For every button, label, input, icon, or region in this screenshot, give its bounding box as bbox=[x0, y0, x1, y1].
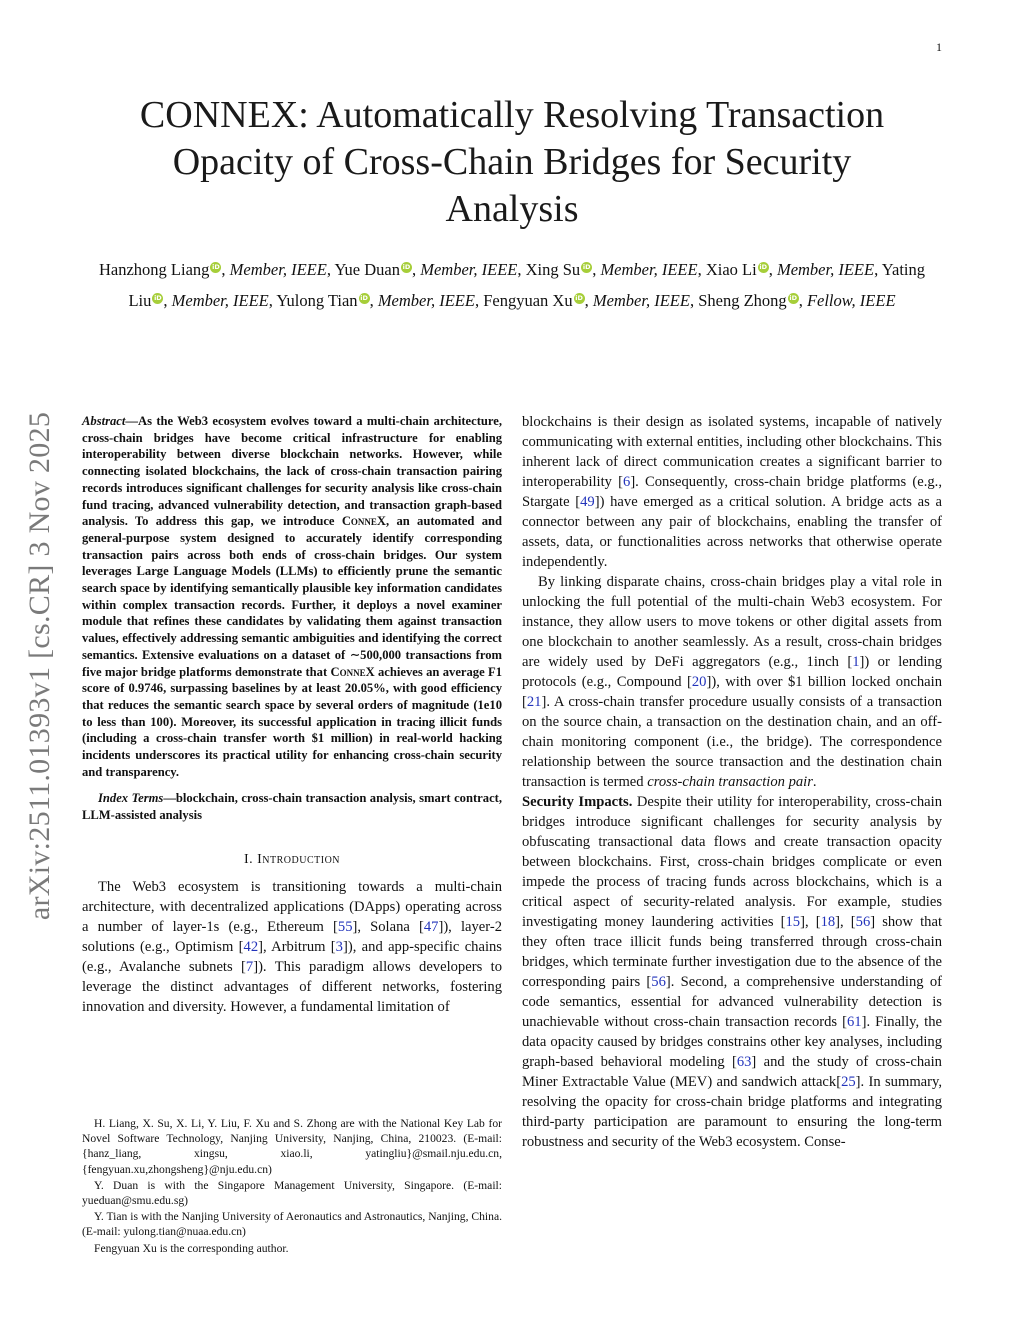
author-list: Hanzhong Liang iD , Member, IEEE, Yue Duan iD , Member, IEEE, Xing Su iD , Member, IEEE, Xiao Li iD , Member, IEEE, Yating Liu iD , Member, IEEE, Yulong Tian iD , Member, IEEE, Fengyuan Xu iD , Member, IEEE, Sheng Zhong iD , Fellow, IEEE bbox=[98, 260, 925, 310]
abstract-label: Abstract bbox=[82, 414, 126, 428]
body-text: Despite their utility for interoperability, cross-chain bridges introduce significant challenges for security analysis by obfuscating transactional data flows and create transaction opacity between blockchains. First, cross-chain bridges complicate or even impede the process of tracing funds across blockchains, which is a critical aspect of security-related analysis. For example, studies investigating money laundering activities [ bbox=[522, 794, 942, 930]
abstract-text-2: , an automated and general-purpose system designed to accurately identify corresponding transaction pairs across both ends of cross-chain bridges. Our system leverages Large Language Models (LLMs) to efficiently prune the semantic search space by identifying semantically plausible key information candidates within complex transaction records. Further, it deploys a novel examiner module that refines these candidates by validating them against transaction values, effectively addressing semantic ambiguities and identifying the correct semantics. Extensive evaluations on a dataset of ∼500,000 transactions from five major bridge platforms demonstrate that bbox=[82, 514, 502, 679]
citation-link[interactable]: 49 bbox=[580, 494, 595, 510]
author-entry: Xiao Li iD , Member, IEEE bbox=[705, 260, 875, 279]
body-paragraph bbox=[522, 792, 942, 1152]
paragraph-heading: Security Impacts. bbox=[522, 794, 633, 810]
orcid-icon[interactable]: iD bbox=[575, 293, 583, 302]
abstract-text-1: —As the Web3 ecosystem evolves toward a multi-chain architecture, cross-chain bridges have become critical infrastructure for enabling interoperability between diverse blockchain networks. However, while connecting isolated blockchains, the lack of cross-chain transaction pairing records introduces significant challenges for security analysis like cross-chain fund tracing, advanced vulnerability detection, and transaction graph-based analysis. To address this gap, we introduce bbox=[82, 414, 502, 529]
system-name-onne: ONNE bbox=[165, 94, 271, 136]
citation-link[interactable]: 15 bbox=[785, 914, 801, 930]
intro-paragraph bbox=[82, 877, 502, 1017]
citation-link[interactable]: 42 bbox=[243, 938, 259, 955]
author-name: Yating Liu bbox=[128, 260, 925, 310]
citation-link[interactable]: 55 bbox=[337, 918, 353, 935]
intro-text: ], Arbitrum [ bbox=[258, 938, 336, 955]
title-line-3: Analysis bbox=[445, 188, 579, 230]
citation-link[interactable]: 1 bbox=[852, 654, 860, 670]
author-membership: Member, IEEE bbox=[229, 260, 327, 279]
citation-link[interactable]: 21 bbox=[526, 694, 542, 710]
body-text: ]. Consequently, cross-chain bridge platforms (e.g., Stargate [ bbox=[522, 474, 942, 510]
author-name: Fengyuan Xu bbox=[483, 290, 573, 310]
intro-text: ]). This paradigm allows developers to leverage the distinct advantages of different networks, fostering innovation and diversity. However, a fundamental limitation of bbox=[82, 958, 502, 1015]
author-membership: Member, IEEE bbox=[377, 290, 475, 310]
body-text: ], [ bbox=[835, 914, 856, 930]
citation-link[interactable]: 61 bbox=[846, 1014, 862, 1030]
footnote-affiliation: Y. Duan is with the Singapore Management University, Singapore. (E-mail: yueduan@smu.edu.sg) bbox=[82, 1178, 502, 1208]
orcid-icon[interactable]: iD bbox=[582, 263, 591, 271]
footnote-affiliation: Y. Tian is with the Nanjing University of Aeronautics and Astronautics, Nanjing, China. (E-mail: yulong.tian@nuaa.edu.cn) bbox=[82, 1210, 502, 1239]
body-text: By linking disparate chains, cross-chain bridges play a vital role in unlocking the full potential of the multi-chain Web3 ecosystem. For instance, they allow users to move tokens or other digital assets from one blockchain to another seamlessly. As a result, cross-chain bridges are widely used by DeFi aggregators (e.g., 1inch [ bbox=[522, 574, 942, 670]
author-entry: Yating Liu iD , Member, IEEE bbox=[128, 260, 925, 310]
footnote-corresponding-author: Fengyuan Xu is the corresponding author. bbox=[94, 1241, 289, 1255]
system-name-x: X bbox=[270, 94, 299, 136]
orcid-icon[interactable]: iD bbox=[360, 293, 368, 302]
citation-link[interactable]: 6 bbox=[623, 474, 631, 490]
body-text: ]) or lending protocols (e.g., Compound [ bbox=[522, 654, 942, 690]
author-membership: Member, IEEE bbox=[776, 260, 875, 279]
citation-link[interactable]: 47 bbox=[423, 918, 439, 935]
index-terms-text: —blockchain, cross-chain transaction analysis, smart contract, LLM-assisted analysis bbox=[82, 791, 502, 823]
orcid-icon[interactable]: iD bbox=[154, 293, 162, 302]
body-paragraph bbox=[522, 412, 942, 572]
page-number: 1 bbox=[936, 40, 942, 54]
author-name: Hanzhong Liang bbox=[98, 260, 210, 279]
body-text: ]) have emerged as a critical solution. A bridge acts as a connector between any pair of blockchains, enabling the transfer of assets, data, or functionalities across networks that otherwise operate independently. bbox=[522, 494, 943, 570]
author-membership: Member, IEEE bbox=[600, 260, 698, 279]
author-entry: Xing Su iD , Member, IEEE bbox=[525, 260, 698, 279]
body-text: ]), with over $1 billion locked onchain [ bbox=[522, 674, 942, 710]
paper-title bbox=[80, 92, 944, 233]
author-entry: Yue Duan iD , Member, IEEE bbox=[334, 260, 518, 279]
author-entry: Yulong Tian iD , Member, IEEE bbox=[276, 290, 475, 310]
abstract bbox=[82, 413, 502, 780]
intro-text: The Web3 ecosystem is transitioning towards a multi-chain architecture, with decentralized applications (DApps) operating across a number of layer-1s (e.g., Ethereum [ bbox=[82, 878, 502, 935]
arxiv-stamp-text: arXiv:2511.01393v1 [cs.CR] 3 Nov 2025 bbox=[23, 411, 56, 921]
footnote-affiliation: H. Liang, X. Su, X. Li, Y. Liu, F. Xu and S. Zhong are with the National Key Lab for Novel Software Technology, Nanjing University, Nanjing, China, 210023. (E-mail: {hanz_liang, xingsu, xiao.li, yatingliu}@smail.nju.edu.cn, {fengyuan.xu,zhongsheng}@nju.edu.cn) bbox=[82, 1117, 502, 1176]
author-name: Xing Su bbox=[525, 260, 581, 279]
author-name: Yue Duan bbox=[334, 260, 400, 279]
citation-link[interactable]: 7 bbox=[245, 958, 254, 975]
author-name: Sheng Zhong bbox=[698, 290, 787, 310]
citation-link[interactable]: 18 bbox=[820, 914, 836, 930]
title-line-2: Opacity of Cross-Chain Bridges for Security bbox=[172, 141, 852, 183]
body-text: ]. A cross-chain transfer procedure usually consists of a transaction on the source chain, a transaction on the destination chain, and an off-chain monitoring component (i.e., the bridge). The correspondence relationship between the source transaction and the destination chain transaction is termed bbox=[522, 694, 942, 790]
orcid-icon[interactable]: iD bbox=[212, 263, 220, 271]
intro-text: ]), layer-2 solutions (e.g., Optimism [ bbox=[82, 918, 502, 955]
body-text: ] show that they often trace illicit funds being transferred through cross-chain bridges, which terminate further investigation due to the absence of the corresponding pairs [ bbox=[522, 914, 942, 990]
index-terms-label: Index Terms bbox=[98, 791, 164, 806]
author-membership: Member, IEEE bbox=[592, 290, 690, 310]
term-emphasis: cross-chain transaction pair bbox=[647, 774, 813, 790]
author-entry: Fengyuan Xu iD , Member, IEEE bbox=[483, 290, 690, 310]
intro-text: ], Solana [ bbox=[352, 918, 424, 935]
intro-text: ]), and app-specific chains (e.g., Avalanche subnets [ bbox=[82, 938, 502, 975]
author-name: Yulong Tian bbox=[276, 290, 358, 310]
body-text: . bbox=[812, 774, 817, 790]
citation-link[interactable]: 63 bbox=[736, 1054, 752, 1070]
author-entry: Hanzhong Liang iD , Member, IEEE bbox=[98, 260, 327, 279]
author-membership: Member, IEEE bbox=[171, 290, 269, 310]
index-terms bbox=[82, 790, 502, 823]
author-name: Xiao Li bbox=[705, 260, 757, 279]
abstract-text-3: achieves an average F1 score of 0.9746, surpassing baselines by at least 20.05%, with good efficiency that reduces the semantic search space by several orders of magnitude (1e10 to less than 100). Moreover, its successful application in tracing illicit funds (including a cross-chain transfer worth $1 million) in real-world hacking incidents underscores its practical utility for enhancing cross-chain security and transparency. bbox=[82, 664, 502, 779]
right-column bbox=[522, 412, 942, 1152]
section-heading-introduction: I. Introduction bbox=[243, 851, 341, 867]
orcid-icon[interactable]: iD bbox=[789, 293, 797, 302]
author-membership: Member, IEEE bbox=[420, 260, 518, 279]
citation-link[interactable]: 56 bbox=[855, 914, 871, 930]
footnotes bbox=[82, 1116, 502, 1257]
body-text: ]. Finally, the data opacity caused by bridges constrains other key analyses, including graph-based behavioral modeling [ bbox=[522, 1014, 943, 1070]
body-text: ] and the study of cross-chain Miner Extractable Value (MEV) and sandwich attack[ bbox=[522, 1054, 942, 1090]
system-name-c: C bbox=[139, 94, 166, 136]
author-entry: Sheng Zhong iD , Fellow, IEEE bbox=[698, 290, 896, 310]
orcid-icon[interactable]: iD bbox=[759, 263, 768, 271]
system-name-inline: ConneX bbox=[341, 514, 387, 529]
author-membership: Fellow, IEEE bbox=[806, 290, 896, 310]
title-line-1: : Automatically Resolving Transaction bbox=[298, 94, 885, 136]
body-text: ], [ bbox=[800, 914, 821, 930]
citation-link[interactable]: 3 bbox=[335, 938, 343, 955]
body-text: ]. In summary, resolving the opacity for cross-chain bridge platforms and integrating third-party participation are paramount to ensuring the long-term robustness and security of the Web3 ecosystem. Conse- bbox=[522, 1074, 943, 1150]
citation-link[interactable]: 25 bbox=[841, 1074, 856, 1090]
orcid-icon[interactable]: iD bbox=[402, 263, 411, 271]
body-paragraph bbox=[522, 572, 942, 792]
body-text: ]. Second, a comprehensive understanding of code semantics, essential for advanced vulnerability detection is unachievable without cross-chain transaction records [ bbox=[522, 974, 942, 1030]
body-text: blockchains is their design as isolated systems, incapable of natively communicating with external entities, including other blockchains. This inherent lack of direct communication creates a significant barrier to interoperability [ bbox=[522, 414, 942, 490]
citation-link[interactable]: 56 bbox=[651, 974, 666, 990]
left-column bbox=[82, 413, 502, 1017]
system-name-inline: ConneX bbox=[330, 664, 375, 679]
citation-link[interactable]: 20 bbox=[691, 674, 707, 690]
